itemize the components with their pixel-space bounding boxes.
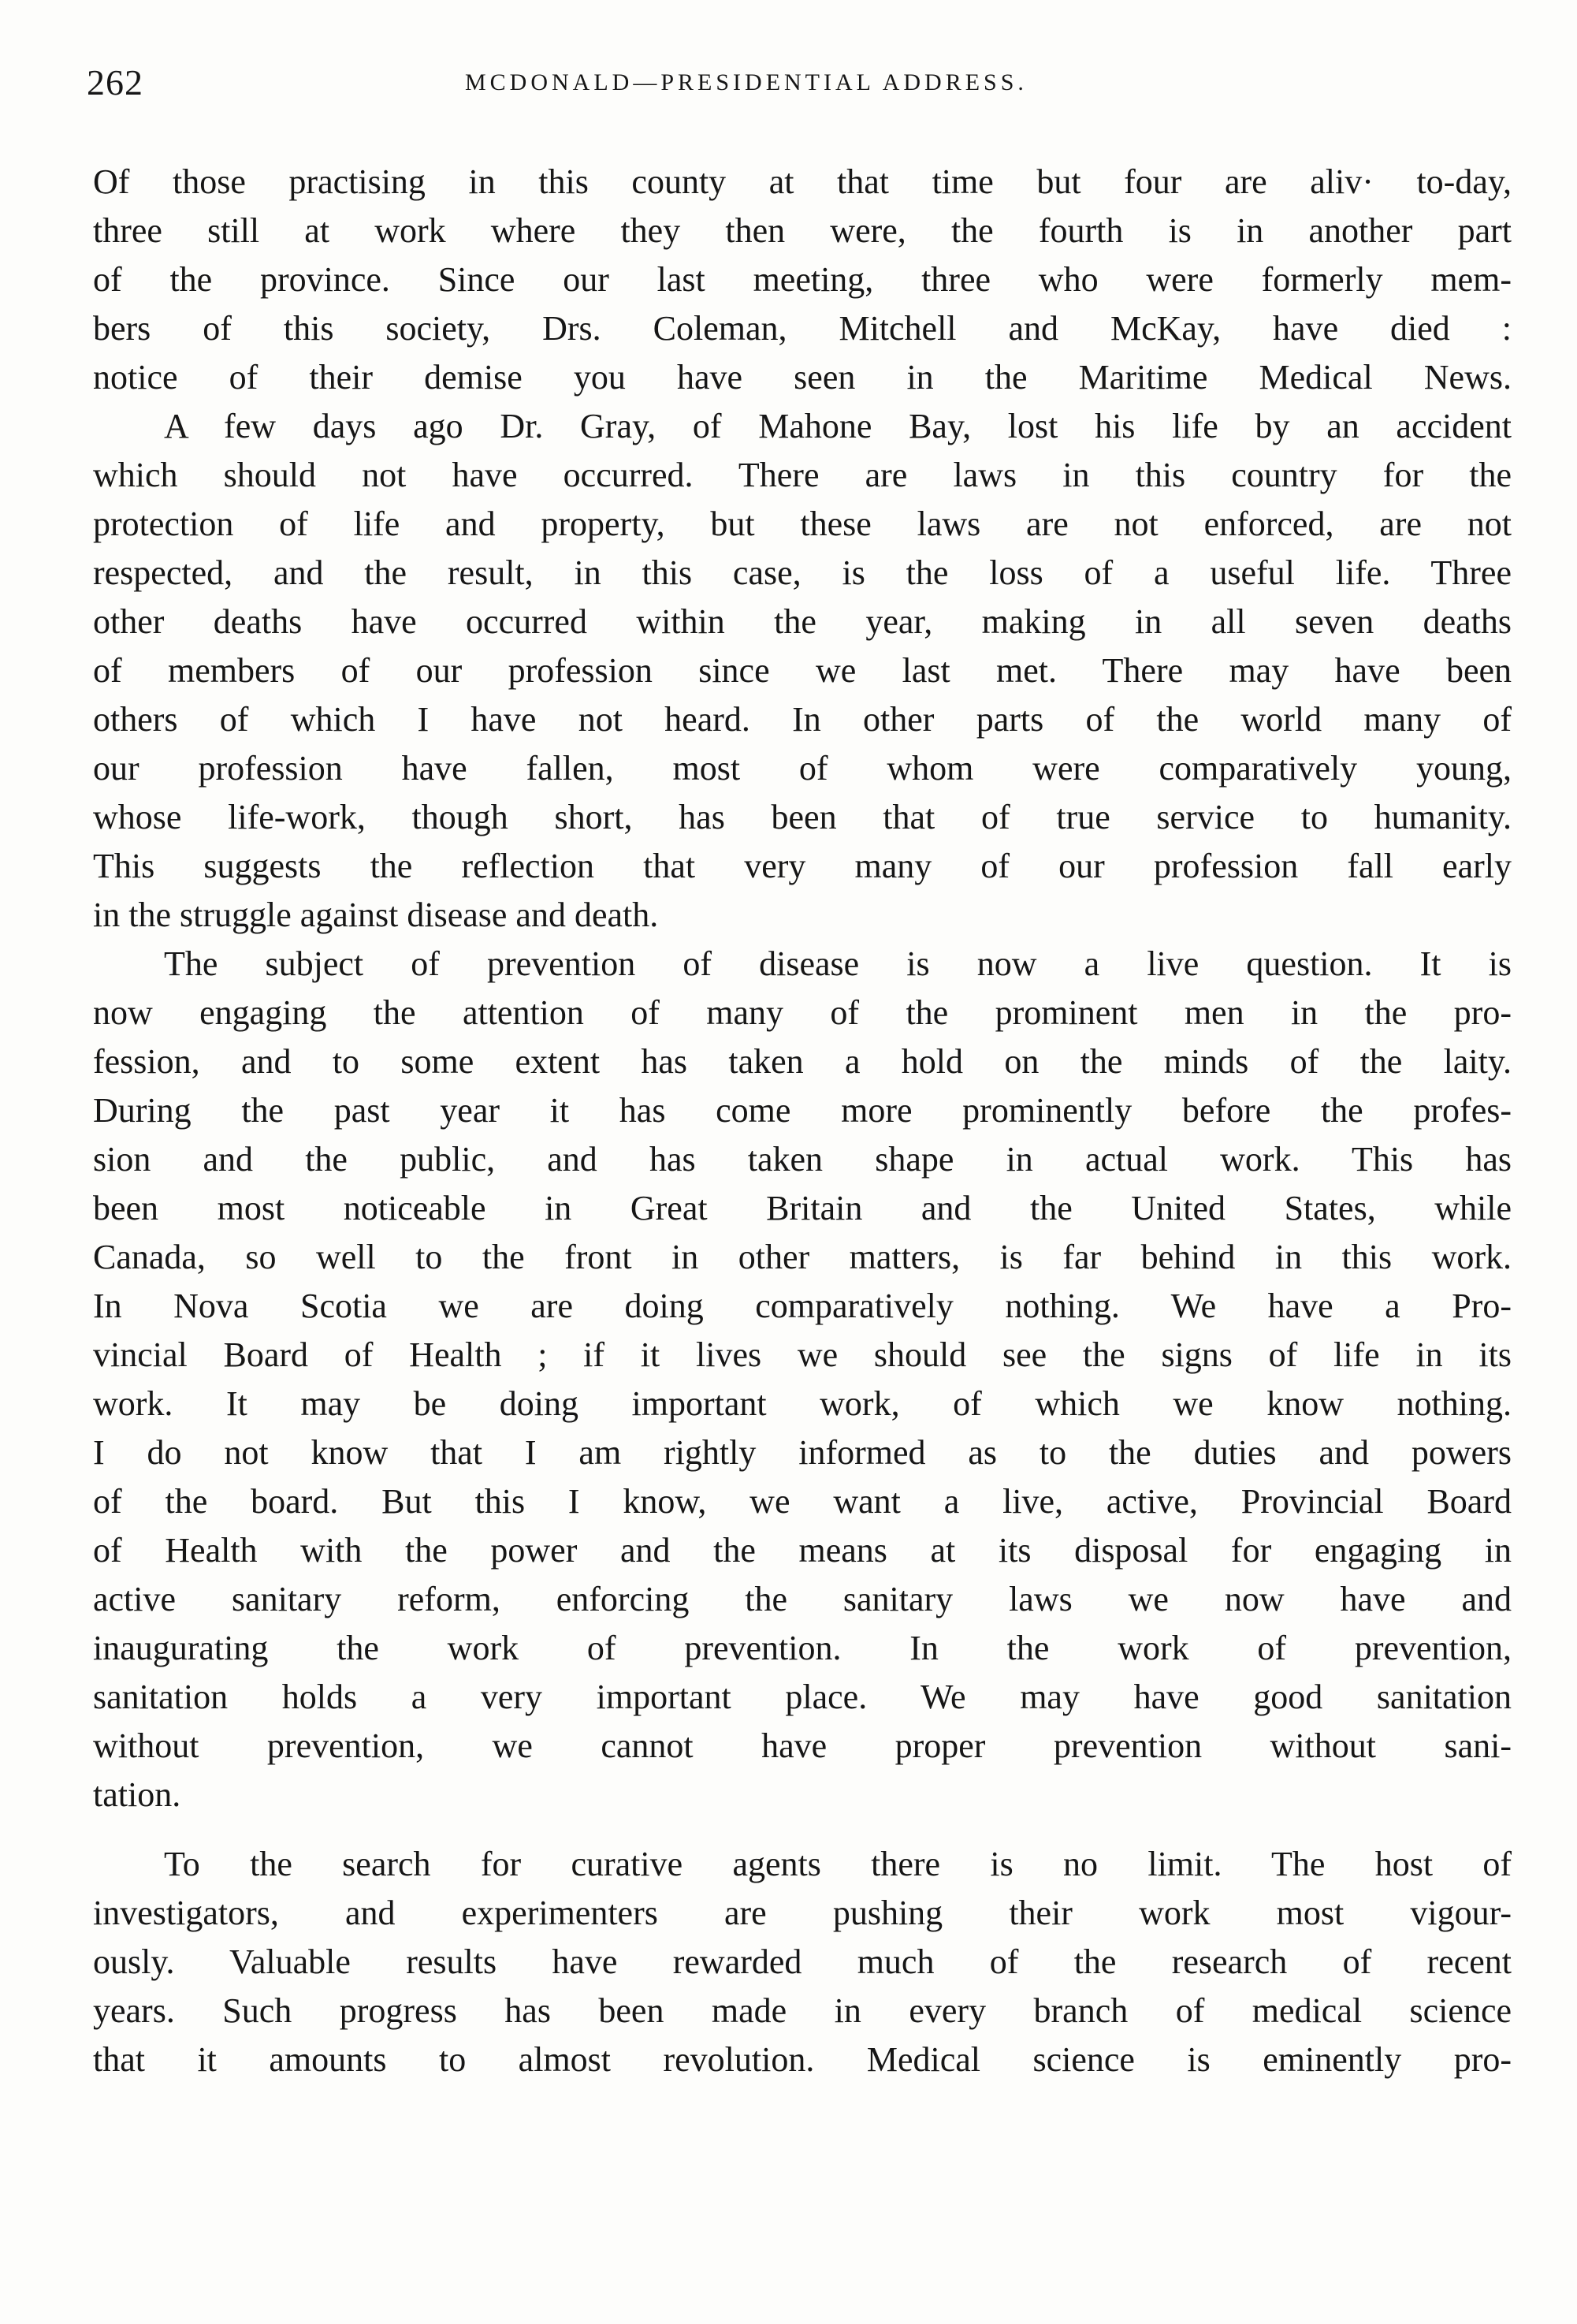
text-line: in the struggle against disease and death. [93, 896, 659, 934]
text-line: notice of their demise you have seen in the Maritime Medical News. [93, 358, 1512, 397]
text-line: In Nova Scotia we are doing comparatively nothing. We have a Pro- [93, 1287, 1512, 1325]
text-line: other deaths have occurred within the year, making in all seven deaths [93, 602, 1512, 641]
page-number: 262 [87, 62, 143, 102]
text-line: of the board. But this I know, we want a live, active, Provincial Board [93, 1482, 1512, 1521]
text-line: bers of this society, Drs. Coleman, Mitchell and McKay, have died : [93, 309, 1512, 348]
text-line: To the search for curative agents there is no limit. The host of [164, 1845, 1512, 1883]
text-line: protection of life and property, but these laws are not enforced, are not [93, 505, 1512, 543]
text-line: years. Such progress has been made in every branch of medical science [93, 1991, 1512, 2030]
running-head [87, 61, 1514, 109]
text-line: The subject of prevention of disease is now a live question. It is [164, 944, 1512, 983]
text-line: sion and the public, and has taken shape in actual work. This has [93, 1140, 1512, 1179]
text-line: A few days ago Dr. Gray, of Mahone Bay, lost his life by an accident [164, 407, 1512, 445]
text-line: now engaging the attention of many of the prominent men in the pro- [93, 993, 1512, 1032]
text-line: fession, and to some extent has taken a hold on the minds of the laity. [93, 1042, 1512, 1081]
text-line: without prevention, we cannot have proper prevention without sani- [93, 1726, 1512, 1765]
text-line: tation. [93, 1775, 181, 1814]
text-line: investigators, and experimenters are pushing their work most vigour- [93, 1894, 1512, 1932]
text-line: respected, and the result, in this case, is the loss of a useful life. Three [93, 553, 1512, 592]
text-line: Canada, so well to the front in other matters, is far behind in this work. [93, 1238, 1512, 1276]
text-line: During the past year it has come more prominently before the profes- [93, 1091, 1512, 1130]
text-line: I do not know that I am rightly informed as to the duties and powers [93, 1433, 1512, 1472]
text-line: Of those practising in this county at that time but four are aliv· to-day, [93, 162, 1512, 201]
text-line: This suggests the reflection that very many of our profession fall early [93, 847, 1512, 885]
text-line: of Health with the power and the means at its disposal for engaging in [93, 1531, 1512, 1570]
text-line: that it amounts to almost revolution. Medical science is eminently pro- [93, 2040, 1512, 2079]
text-line: others of which I have not heard. In other parts of the world many of [93, 700, 1512, 739]
text-line: been most noticeable in Great Britain and the United States, while [93, 1189, 1512, 1227]
text-line: vincial Board of Health ; if it lives we should see the signs of life in its [93, 1335, 1512, 1374]
text-line: which should not have occurred. There are laws in this country for the [93, 456, 1512, 494]
text-line: active sanitary reform, enforcing the sanitary laws we now have and [93, 1580, 1512, 1618]
text-line: of members of our profession since we last met. There may have been [93, 651, 1512, 690]
text-line: whose life-work, though short, has been that of true service to humanity. [93, 798, 1512, 836]
text-line: our profession have fallen, most of whom were comparatively young, [93, 749, 1512, 788]
body-text [93, 158, 1512, 2084]
text-line: work. It may be doing important work, of which we know nothing. [93, 1384, 1512, 1423]
running-title: MCDONALD—PRESIDENTIAL ADDRESS. [465, 69, 1028, 95]
text-line: ously. Valuable results have rewarded much of the research of recent [93, 1942, 1512, 1981]
text-line: of the province. Since our last meeting, three who were formerly mem- [93, 260, 1512, 299]
text-line: sanitation holds a very important place. We may have good sanitation [93, 1678, 1512, 1716]
text-line: inaugurating the work of prevention. In the work of prevention, [93, 1629, 1512, 1667]
text-line: three still at work where they then were, the fourth is in another part [93, 211, 1512, 250]
